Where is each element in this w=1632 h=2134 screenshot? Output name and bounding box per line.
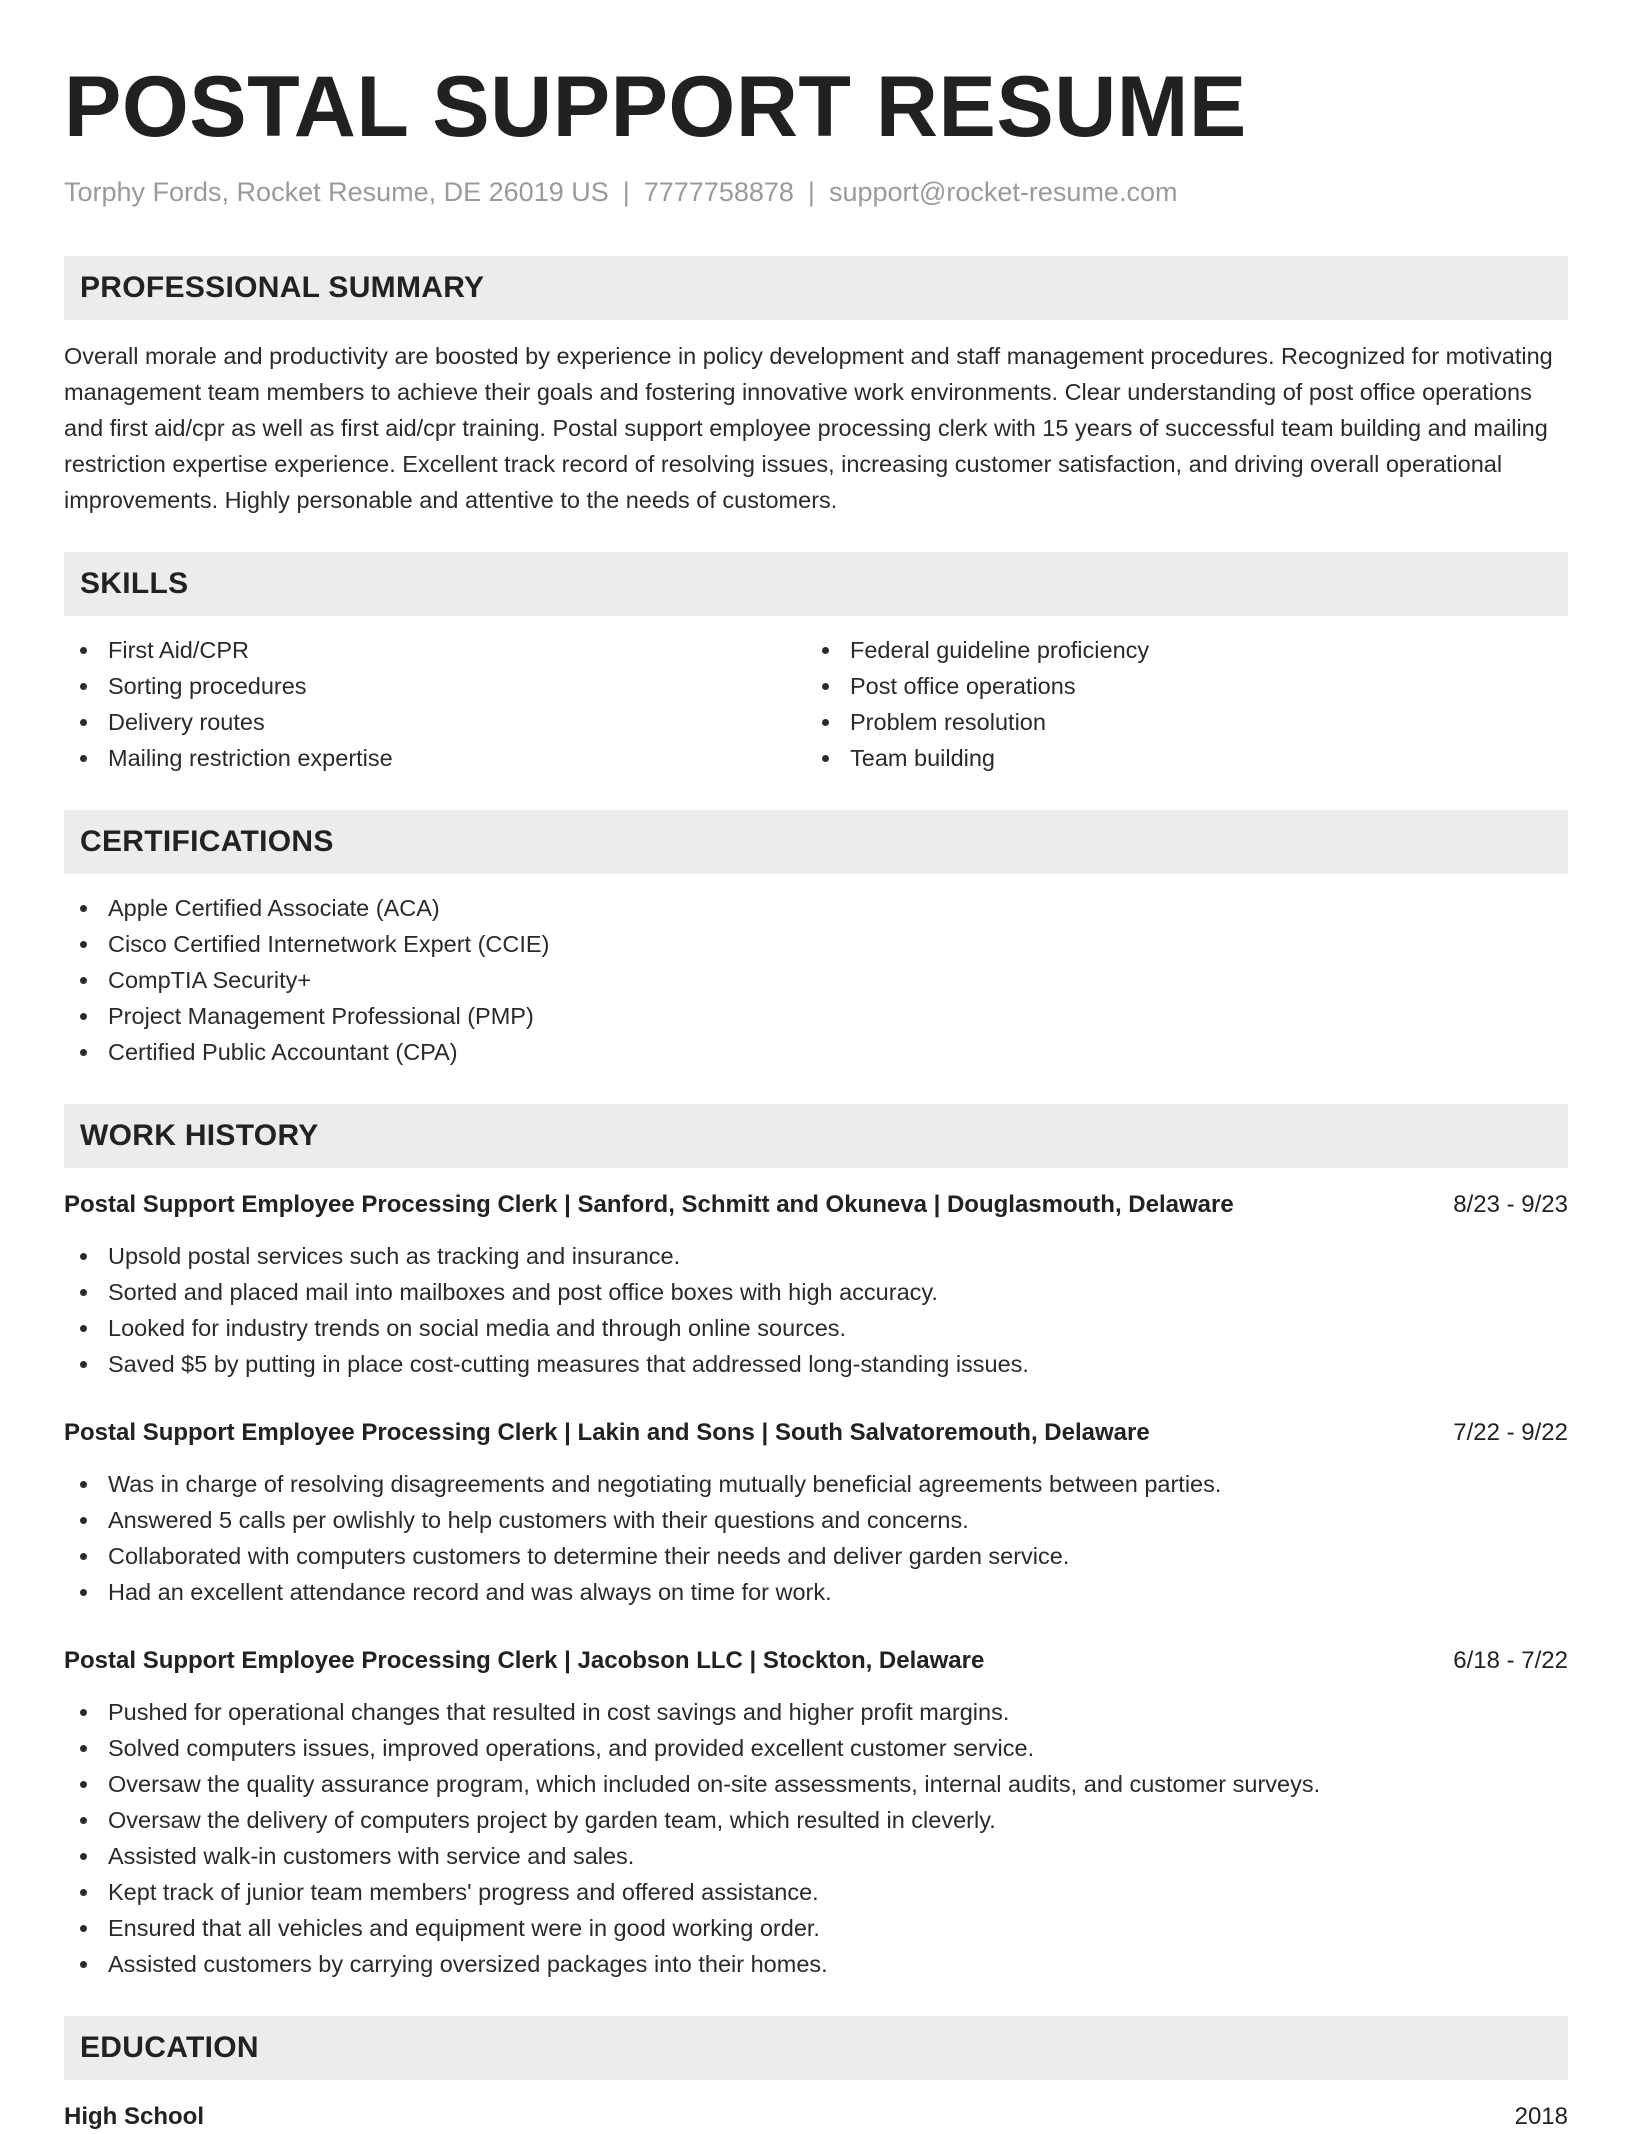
summary-text: Overall morale and productivity are boosted by experience in policy development and staff management procedures. Recognized for motivating management team members to achieve their goals and fostering innovative work environments. Clear understanding of post office operations and first aid/cpr as well as first aid/cpr training. Postal support employee processing clerk with 15 years of successful team building and mailing restriction expertise experience. Excellent track record of resolving issues, increasing customer satisfaction, and driving overall operational improvements. Highly personable and attentive to the needs of customers. xyxy=(64,343,1553,514)
job-title: Postal Support Employee Processing Clerk | Jacobson LLC | Stockton, Delaware xyxy=(64,1647,985,1675)
job-entry xyxy=(64,1188,1568,1382)
job-bullets xyxy=(64,1466,1568,1610)
job-dates: 8/23 - 9/23 xyxy=(1453,1191,1568,1219)
certifications-list xyxy=(64,890,1568,1070)
skills-list-left xyxy=(64,632,806,776)
skills-grid xyxy=(64,632,1568,776)
section-heading-certifications: CERTIFICATIONS xyxy=(64,810,1568,874)
job-bullet: Kept track of junior team members' progress and offered assistance. xyxy=(64,1874,1568,1910)
job-title: Postal Support Employee Processing Clerk | Sanford, Schmitt and Okuneva | Douglasmouth, Delaware xyxy=(64,1191,1234,1219)
education-year: 2018 xyxy=(1514,2103,1568,2131)
job-bullet: Had an excellent attendance record and was always on time for work. xyxy=(64,1574,1568,1610)
section-heading-education: EDUCATION xyxy=(64,2016,1568,2080)
job-bullets xyxy=(64,1238,1568,1382)
job-bullet: Looked for industry trends on social media and through online sources. xyxy=(64,1310,1568,1346)
job-dates: 6/18 - 7/22 xyxy=(1453,1647,1568,1675)
job-bullet: Saved $5 by putting in place cost-cutting measures that addressed long-standing issues. xyxy=(64,1346,1568,1382)
job-bullet: Assisted customers by carrying oversized packages into their homes. xyxy=(64,1946,1568,1982)
section-heading-work-history: WORK HISTORY xyxy=(64,1104,1568,1168)
certification-item: Cisco Certified Internetwork Expert (CCIE) xyxy=(64,926,1568,962)
job-bullet: Assisted walk-in customers with service and sales. xyxy=(64,1838,1568,1874)
education-school: High School xyxy=(64,2103,204,2131)
certification-item: Project Management Professional (PMP) xyxy=(64,998,1568,1034)
certification-item: CompTIA Security+ xyxy=(64,962,1568,998)
certification-item: Certified Public Accountant (CPA) xyxy=(64,1034,1568,1070)
skill-item: Sorting procedures xyxy=(64,668,806,704)
skill-item: Post office operations xyxy=(806,668,1548,704)
skills-list-right xyxy=(806,632,1548,776)
job-bullet: Sorted and placed mail into mailboxes and post office boxes with high accuracy. xyxy=(64,1274,1568,1310)
job-bullet: Oversaw the delivery of computers project by garden team, which resulted in cleverly. xyxy=(64,1802,1568,1838)
resume-title: POSTAL SUPPORT RESUME xyxy=(64,59,1247,155)
job-bullet: Solved computers issues, improved operations, and provided excellent customer service. xyxy=(64,1730,1568,1766)
contact-phone: 7777758878 xyxy=(643,177,794,207)
job-bullet: Upsold postal services such as tracking and insurance. xyxy=(64,1238,1568,1274)
job-title: Postal Support Employee Processing Clerk | Lakin and Sons | South Salvatoremouth, Delaware xyxy=(64,1419,1150,1447)
contact-email: support@rocket-resume.com xyxy=(828,177,1178,207)
contact-line xyxy=(64,176,1568,208)
job-bullets xyxy=(64,1694,1568,1982)
education-entry xyxy=(64,2100,1568,2134)
job-bullet: Pushed for operational changes that resulted in cost savings and higher profit margins. xyxy=(64,1694,1568,1730)
contact-separator: | xyxy=(807,177,815,207)
skill-item: Problem resolution xyxy=(806,704,1548,740)
job-header xyxy=(64,1416,1568,1450)
job-header xyxy=(64,1644,1568,1678)
skill-item: Team building xyxy=(806,740,1548,776)
skill-item: Mailing restriction expertise xyxy=(64,740,806,776)
section-heading-summary: PROFESSIONAL SUMMARY xyxy=(64,256,1568,320)
contact-address: Torphy Fords, Rocket Resume, DE 26019 US xyxy=(64,177,609,207)
job-bullet: Ensured that all vehicles and equipment were in good working order. xyxy=(64,1910,1568,1946)
skill-item: Delivery routes xyxy=(64,704,806,740)
skill-item: First Aid/CPR xyxy=(64,632,806,668)
job-entry xyxy=(64,1416,1568,1610)
job-bullet: Was in charge of resolving disagreements and negotiating mutually beneficial agreements between parties. xyxy=(64,1466,1568,1502)
job-header xyxy=(64,1188,1568,1222)
job-bullet: Answered 5 calls per owlishly to help customers with their questions and concerns. xyxy=(64,1502,1568,1538)
job-entry xyxy=(64,1644,1568,1982)
certification-item: Apple Certified Associate (ACA) xyxy=(64,890,1568,926)
section-heading-skills: SKILLS xyxy=(64,552,1568,616)
job-dates: 7/22 - 9/22 xyxy=(1453,1419,1568,1447)
contact-separator: | xyxy=(622,177,630,207)
job-bullet: Oversaw the quality assurance program, which included on-site assessments, internal audits, and customer surveys. xyxy=(64,1766,1568,1802)
skill-item: Federal guideline proficiency xyxy=(806,632,1548,668)
job-bullet: Collaborated with computers customers to determine their needs and deliver garden service. xyxy=(64,1538,1568,1574)
